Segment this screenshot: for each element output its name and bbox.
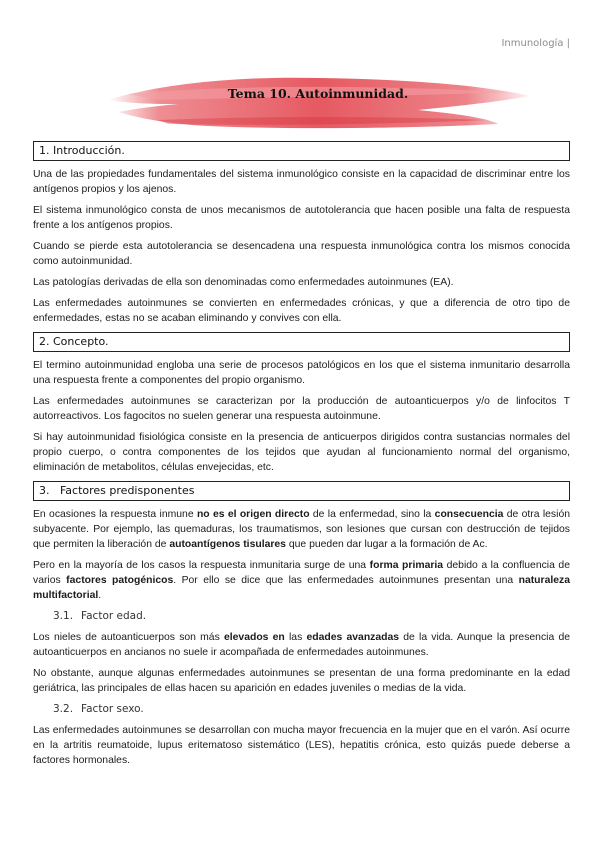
header-subject: Inmunología |: [501, 38, 570, 49]
paragraph: Pero en la mayoría de los casos la respuesta inmunitaria surge de una forma primaria debido a la confluencia de varios factores patogénicos. Por ello se dice que las enfermedades autoinmunes presentan una naturaleza multifactorial.: [33, 560, 570, 601]
paragraph: Si hay autoinmunidad fisiológica consiste en la presencia de anticuerpos dirigidos contra sustancias normales del propio cuerpo, o contra componentes de los tejidos que ayudan al funcionamiento normal del organismo, eliminación de metabolitos, células envejecidas, etc.: [33, 432, 570, 473]
section-heading-introduccion: 1. Introducción.: [33, 141, 570, 161]
subsection-heading-sexo: 3.2. Factor sexo.: [53, 703, 144, 715]
page-title: Tema 10. Autoinmunidad.: [227, 86, 409, 101]
paragraph: Una de las propiedades fundamentales del sistema inmunológico consiste en la capacidad de discriminar entre los antígenos propios y los ajenos.: [33, 169, 570, 195]
section-heading-factores: 3. Factores predisponentes: [33, 481, 570, 501]
paragraph: El termino autoinmunidad engloba una serie de procesos patológicos en los que el sistema inmunitario desarrolla una respuesta frente a componentes del propio organismo.: [33, 360, 570, 386]
paragraph: El sistema inmunológico consta de unos mecanismos de autotolerancia que hacen posible una falta de respuesta frente a los antígenos propios.: [33, 205, 570, 231]
paragraph: Las patologías derivadas de ella son denominadas como enfermedades autoinmunes (EA).: [33, 277, 454, 288]
section-heading-concepto: 2. Concepto.: [33, 332, 570, 352]
paragraph: Las enfermedades autoinmunes se desarrollan con mucha mayor frecuencia en la mujer que en el varón. Así ocurre en la artritis reumatoide, lupus eritematoso sistemático (LES), hepatitis crónica, esto quizás puede deberse a factores hormonales.: [33, 725, 570, 766]
subsection-heading-edad: 3.1. Factor edad.: [53, 610, 147, 622]
paragraph: Cuando se pierde esta autotolerancia se desencadena una respuesta inmunológica contra los mismos conocida como autoinmunidad.: [33, 241, 570, 267]
paragraph: No obstante, aunque algunas enfermedades autoinmunes se presentan de una forma predominante en la edad geriátrica, las principales de ellas hacen su aparición en edades juveniles o medias de la vida.: [33, 668, 570, 694]
paragraph: Las enfermedades autoinmunes se convierten en enfermedades crónicas, y que a diferencia de otro tipo de enfermedades, estas no se acaban eliminando y convives con ella.: [33, 298, 570, 324]
paragraph: Las enfermedades autoinmunes se caracterizan por la producción de autoanticuerpos y/o de linfocitos T autorreactivos. Los fagocitos no suelen generar una respuesta autoinmune.: [33, 396, 570, 422]
paragraph: En ocasiones la respuesta inmune no es el origen directo de la enfermedad, sino la consecuencia de otra lesión subyacente. Por ejemplo, las quemaduras, los traumatismos, son lesiones que cursan con destrucción de tejidos que permiten la liberación de autoantígenos tisulares que pueden dar lugar a la formación de Ac.: [33, 509, 570, 550]
title-banner: [98, 66, 538, 134]
paragraph: Los nieles de autoanticuerpos son más elevados en las edades avanzadas de la vida. Aunque la presencia de autoanticuerpos en ancianos no suele ir acompañada de enfermedades autoinmunes.: [33, 632, 570, 658]
document-content: [33, 141, 570, 774]
